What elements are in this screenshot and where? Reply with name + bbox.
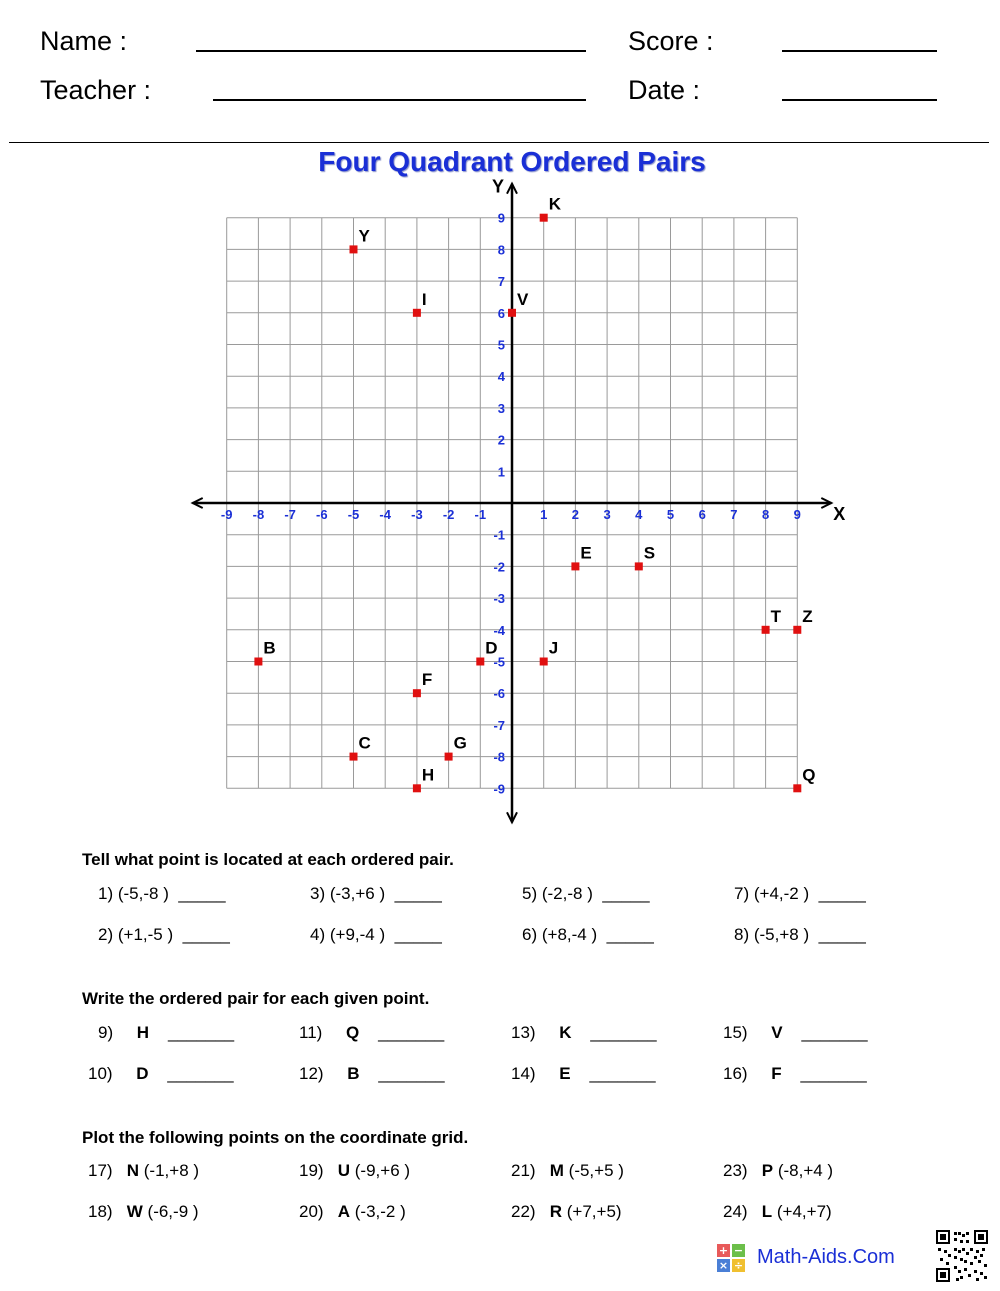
score-label: Score :: [628, 26, 714, 56]
qr-module: [954, 1248, 957, 1251]
answer-blank[interactable]: _______: [378, 1023, 445, 1042]
point-marker-j: [540, 658, 548, 666]
answer-blank[interactable]: _______: [167, 1023, 235, 1042]
answer-blank[interactable]: _____: [818, 884, 866, 903]
question-17: 17) N (-1,+8 ): [88, 1161, 200, 1180]
name-label: Name :: [40, 26, 128, 56]
qr-module: [968, 1274, 971, 1277]
point-marker-q: [793, 784, 801, 792]
point-marker-z: [793, 626, 801, 634]
svg-text:÷: ÷: [733, 1259, 744, 1272]
qr-module: [960, 1258, 963, 1261]
point-label-s: S: [643, 543, 656, 563]
question-14: 14) E _______: [511, 1064, 656, 1083]
site-name[interactable]: Math-Aids.Com: [757, 1246, 895, 1268]
qr-module: [964, 1268, 967, 1271]
point-label-d: D: [485, 638, 498, 658]
qr-module: [982, 1248, 985, 1251]
point-label-j: J: [548, 638, 559, 658]
question-10: 10) D _______: [88, 1064, 234, 1083]
question-12: 12) B _______: [299, 1064, 445, 1083]
point-marker-d: [476, 658, 484, 666]
svg-text:−: −: [733, 1244, 744, 1257]
point-label-c: C: [358, 733, 371, 753]
question-9: 9) H _______: [98, 1023, 235, 1042]
point-label-i: I: [421, 289, 427, 309]
x-tick-label: 8: [761, 507, 770, 522]
answer-blank[interactable]: _____: [818, 925, 866, 944]
qr-module: [938, 1248, 941, 1251]
point-label-g: G: [453, 733, 467, 753]
point-marker-h: [413, 784, 421, 792]
answer-blank[interactable]: _______: [800, 1064, 867, 1083]
question-21: 21) M (-5,+5 ): [511, 1161, 624, 1180]
y-tick-label: -8: [493, 749, 505, 765]
qr-module: [970, 1248, 973, 1251]
qr-code-icon: [936, 1230, 988, 1282]
answer-blank[interactable]: _______: [167, 1064, 234, 1083]
question-5: 5) (-2,-8 ) _____: [522, 884, 650, 903]
qr-module: [980, 1254, 983, 1257]
answer-blank[interactable]: _____: [182, 925, 230, 944]
qr-finder-core: [940, 1234, 946, 1240]
qr-module: [946, 1262, 949, 1265]
answer-blank[interactable]: _____: [602, 884, 650, 903]
qr-module: [944, 1250, 947, 1253]
qr-module: [940, 1258, 943, 1261]
point-marker-c: [350, 753, 358, 761]
teacher-label: Teacher :: [40, 75, 152, 105]
y-tick-label: -1: [493, 527, 505, 543]
x-tick-label: -1: [474, 507, 487, 522]
point-label-v: V: [517, 289, 529, 309]
qr-module: [958, 1250, 961, 1253]
qr-module: [974, 1270, 977, 1273]
question-2: 2) (+1,-5 ) _____: [98, 925, 230, 944]
point-marker-y: [350, 245, 358, 253]
date-label: Date :: [628, 75, 701, 105]
y-tick-label: -7: [493, 717, 505, 733]
x-tick-label: -7: [284, 507, 296, 522]
qr-module: [966, 1232, 969, 1235]
x-tick-label: -5: [347, 507, 360, 522]
x-tick-label: -2: [442, 507, 455, 522]
y-tick-label: 8: [497, 242, 505, 258]
y-tick-label: 4: [497, 369, 505, 385]
question-22: 22) R (+7,+5): [511, 1202, 622, 1221]
y-tick-label: -4: [493, 622, 505, 638]
point-label-b: B: [263, 638, 276, 658]
x-tick-label: 2: [571, 507, 580, 522]
qr-module: [958, 1270, 961, 1273]
y-tick-label: -3: [493, 591, 505, 607]
y-tick-label: 1: [497, 464, 505, 480]
point-marker-b: [254, 658, 262, 666]
qr-module: [984, 1264, 987, 1267]
point-marker-i: [413, 309, 421, 317]
x-tick-label: -3: [411, 507, 423, 522]
svg-text:+: +: [718, 1244, 729, 1257]
question-13: 13) K _______: [511, 1023, 657, 1042]
y-tick-label: 9: [497, 210, 505, 226]
y-tick-label: -6: [493, 686, 505, 702]
point-marker-s: [635, 562, 643, 570]
question-15: 15) V _______: [723, 1023, 868, 1042]
qr-module: [960, 1276, 963, 1279]
qr-module: [962, 1248, 965, 1251]
qr-module: [954, 1266, 957, 1269]
point-label-f: F: [421, 670, 433, 690]
x-tick-label: -6: [316, 507, 328, 522]
question-16: 16) F _______: [723, 1064, 867, 1083]
math-aids-logo-icon: [716, 1243, 746, 1273]
answer-blank[interactable]: _____: [606, 925, 654, 944]
point-label-q: Q: [802, 765, 816, 785]
x-tick-label: 4: [635, 507, 643, 522]
y-tick-label: -5: [493, 654, 505, 670]
answer-blank[interactable]: _____: [178, 884, 226, 903]
point-label-k: K: [548, 194, 561, 214]
svg-text:×: ×: [718, 1259, 729, 1272]
y-tick-label: 7: [497, 274, 505, 290]
qr-module: [974, 1256, 977, 1259]
qr-finder-core: [940, 1272, 946, 1278]
answer-blank[interactable]: _______: [801, 1023, 868, 1042]
question-7: 7) (+4,-2 ) _____: [734, 884, 866, 903]
section1-heading: Tell what point is located at each ordered pair.: [82, 850, 454, 869]
y-axis-label: Y: [492, 176, 505, 197]
page-title: Four Quadrant Ordered Pairs: [318, 146, 706, 177]
point-marker-v: [508, 309, 516, 317]
question-24: 24) L (+4,+7): [723, 1202, 832, 1221]
point-label-h: H: [421, 765, 435, 785]
x-tick-label: 5: [666, 507, 675, 522]
qr-module: [984, 1276, 987, 1279]
qr-module: [976, 1278, 979, 1281]
question-3: 3) (-3,+6 ) _____: [310, 884, 442, 903]
x-tick-label: 7: [730, 507, 738, 522]
qr-module: [954, 1238, 957, 1241]
x-tick-label: 1: [540, 507, 548, 522]
x-tick-label: -4: [379, 507, 391, 522]
answer-blank[interactable]: _____: [394, 884, 442, 903]
y-tick-label: 3: [497, 400, 505, 416]
point-label-y: Y: [358, 226, 370, 246]
qr-module: [966, 1252, 969, 1255]
qr-module: [958, 1232, 961, 1235]
answer-blank[interactable]: _______: [590, 1023, 657, 1042]
y-tick-label: 2: [497, 432, 505, 448]
question-23: 23) P (-8,+4 ): [723, 1161, 834, 1180]
question-6: 6) (+8,-4 ) _____: [522, 925, 654, 944]
answer-blank[interactable]: _______: [378, 1064, 445, 1083]
x-axis-label: X: [833, 504, 846, 524]
point-marker-f: [413, 689, 421, 697]
qr-module: [954, 1232, 957, 1235]
section3-heading: Plot the following points on the coordinate grid.: [82, 1128, 469, 1147]
x-tick-label: 3: [603, 507, 611, 522]
question-19: 19) U (-9,+6 ): [299, 1161, 411, 1180]
qr-module: [954, 1256, 957, 1259]
qr-module: [966, 1240, 969, 1243]
point-marker-g: [445, 753, 453, 761]
point-label-e: E: [580, 543, 592, 563]
qr-module: [970, 1262, 973, 1265]
qr-module: [956, 1278, 959, 1281]
answer-blank[interactable]: _______: [589, 1064, 656, 1083]
points: [254, 195, 815, 793]
qr-module: [980, 1272, 983, 1275]
point-label-z: Z: [802, 606, 813, 626]
y-tick-label: -2: [493, 559, 505, 575]
section2-heading: Write the ordered pair for each given point.: [82, 989, 430, 1008]
qr-finder-core: [978, 1234, 984, 1240]
x-tick-label: -9: [220, 507, 233, 522]
qr-module: [978, 1260, 981, 1263]
question-8: 8) (-5,+8 ) _____: [734, 925, 866, 944]
point-marker-t: [762, 626, 770, 634]
y-tick-label: -9: [493, 781, 505, 797]
qr-module: [964, 1260, 967, 1263]
y-tick-label: 5: [497, 337, 505, 353]
qr-module: [948, 1254, 951, 1257]
qr-module: [976, 1250, 979, 1253]
x-tick-label: 9: [793, 507, 801, 522]
qr-module: [962, 1234, 965, 1237]
point-marker-k: [540, 214, 548, 222]
question-1: 1) (-5,-8 ) _____: [98, 884, 226, 903]
answer-blank[interactable]: _____: [394, 925, 442, 944]
question-18: 18) W (-6,-9 ): [88, 1202, 199, 1221]
y-tick-label: 6: [497, 305, 505, 321]
point-label-t: T: [770, 606, 781, 626]
qr-module: [960, 1240, 963, 1243]
question-4: 4) (+9,-4 ) _____: [310, 925, 442, 944]
question-20: 20) A (-3,-2 ): [299, 1202, 406, 1221]
question-11: 11) Q _______: [299, 1023, 445, 1042]
x-tick-label: 6: [698, 507, 706, 522]
x-tick-label: -8: [252, 507, 265, 522]
point-marker-e: [571, 562, 579, 570]
